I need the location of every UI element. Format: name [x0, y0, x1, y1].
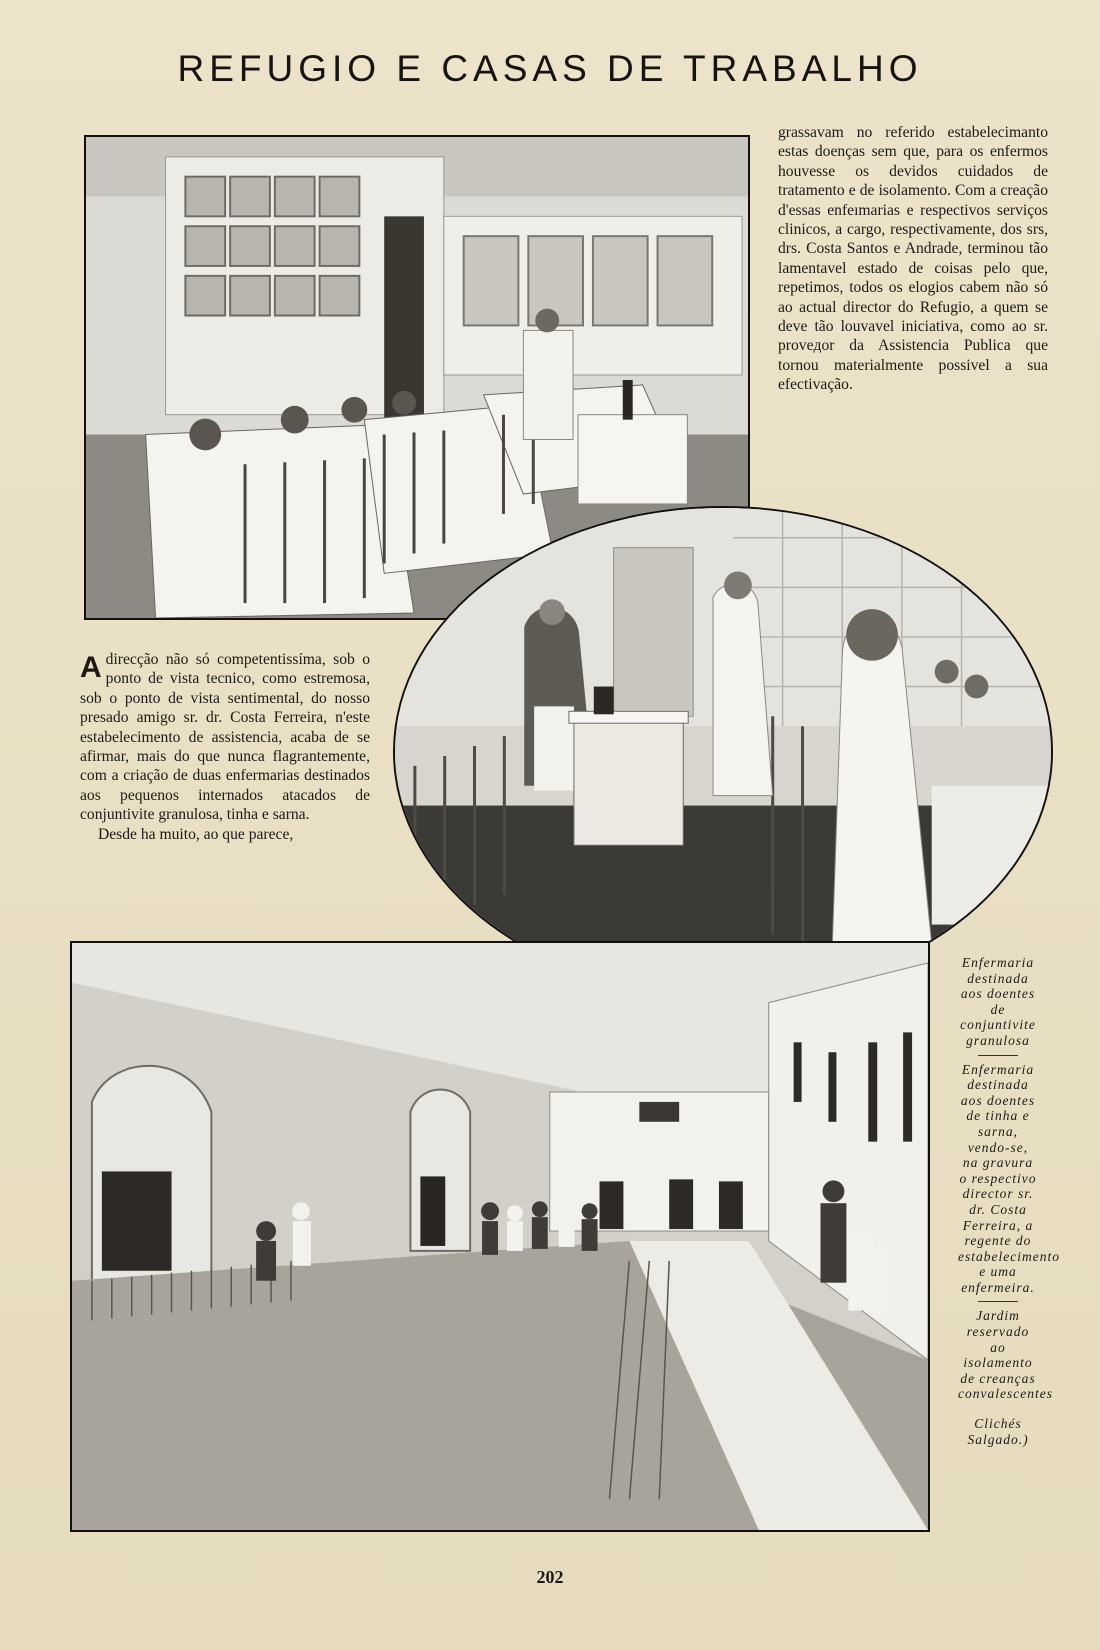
- text-column-left: [80, 650, 370, 844]
- page-number: 202: [536, 1567, 564, 1587]
- photo-garden-convalescents: [70, 941, 930, 1532]
- article-paragraph-2: Desde ha muito, ao que parece,: [98, 825, 294, 843]
- photo-ward-tinha-sarna: [393, 506, 1053, 997]
- paragraph-continuation: grassavam no referido estabelecimanto estas doenças sem que, para os enfermos houvesse os devidos cuidados de tratamento e de isolamento. Com a creação d'essas enfeımarias e respectivos serviços clinicos, a cargo, respectivamente, dos srs, drs. Costa Santos e Andrade, terminou tão lamentavel estado de coisas pelo que, repetimos, todos os elogios cabem não só ao actual director do Refugio, a quem se deve tão louvavel iniciativa, como ao sr. proveдor da Assistencia Publica que tornou materialmente possivel a sua efectivação.: [778, 124, 1048, 394]
- photo-credit: Clichés Salgado.): [967, 1416, 1029, 1447]
- article-paragraph-1: Adirecção não só competentissíma, sob o ponto de vista tecnico, como estremosa, sob o ponto de vista sentimental, do nosso presado amigo sr. dr. Costa Ferreira, n'este estabelecimento de assistencia, acaba de se afirmar, mais do que nunca flagrantemente, com a criação de duas enfermarias destinados aos pequenos internados atacados de conjuntivite granulosa, tinha e sarna.: [80, 651, 370, 824]
- caption-ward-1: Enfermaria destinada aos doentes de conjuntivite granulosa: [960, 955, 1036, 1048]
- caption-ward-2: Enfermaria destinada aos doentes de tinha e sarna, vendo-se, na gravura o respectivo director sr. dr. Costa Ferreira, a regente do estabelecimento e uma enfermeira.: [958, 1061, 1060, 1295]
- text-column-top-right: [778, 123, 1048, 395]
- caption-garden: Jardim reservado ao isolamento de creanças convalescentes: [958, 1308, 1053, 1402]
- caption-divider: [978, 1055, 1018, 1056]
- caption-column: [958, 955, 1060, 1447]
- page-title: REFUGIO E CASAS DE TRABALHO: [177, 48, 923, 89]
- caption-divider: [978, 1301, 1018, 1302]
- drop-cap: A: [80, 651, 102, 684]
